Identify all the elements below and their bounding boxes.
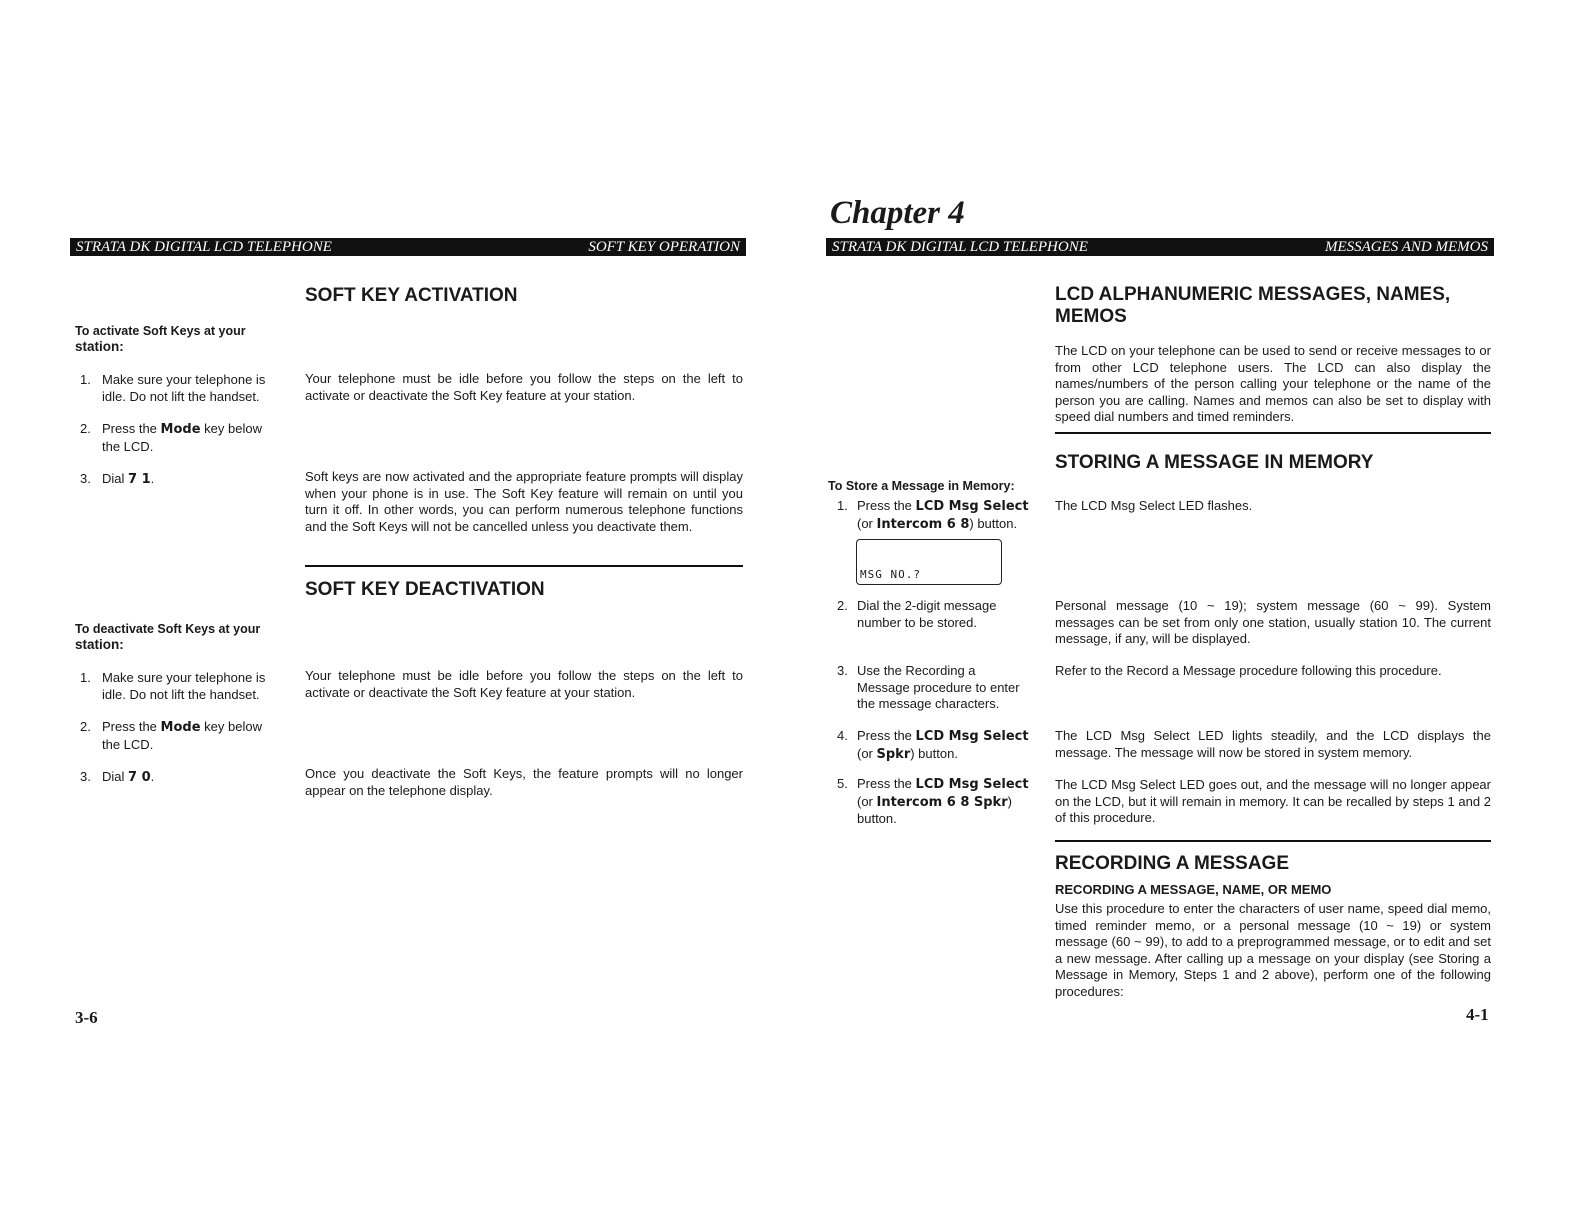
- lcd-msg-select-key: LCD Msg Select: [915, 499, 1029, 514]
- lcd-heading: LCD ALPHANUMERIC MESSAGES, NAMES, MEMOS: [1055, 284, 1451, 327]
- storing-heading: STORING A MESSAGE IN MEMORY: [1055, 452, 1374, 473]
- storing-label: To Store a Message in Memory:: [828, 479, 1015, 493]
- lcd-msg-select-key: LCD Msg Select: [915, 729, 1029, 744]
- recording-body: Use this procedure to enter the characters of user name, speed dial memo, timed reminder memo, or a personal message (10 ~ 19) or system message (60 ~ 99), to add to a preprogrammed message, or to edit and set a new message. After calling up a message on your display (see Storing a Message in Memory, Steps 1 and 2 above), perform one of the following procedures:: [1055, 901, 1491, 999]
- section-divider: [305, 565, 743, 567]
- spkr-key: Spkr: [876, 746, 911, 762]
- storing-desc-2: Personal message (10 ~ 19); system message (60 ~ 99). System messages can be set from only one station, usually station 10. The current message, if any, will be displayed.: [1055, 598, 1491, 646]
- left-header-title: STRATA DK DIGITAL LCD TELEPHONE: [76, 239, 332, 255]
- left-header-section: SOFT KEY OPERATION: [588, 239, 740, 255]
- deactivation-desc-1: Your telephone must be idle before you follow the steps on the left to activate or deactivate the Soft Key feature at your station.: [305, 668, 743, 700]
- lcd-msg-select-key: LCD Msg Select: [915, 777, 1029, 792]
- storing-desc-1: The LCD Msg Select LED flashes.: [1055, 498, 1253, 513]
- storing-desc-4: The LCD Msg Select LED lights steadily, and the LCD displays the message. The message will now be stored in system memory.: [1055, 728, 1491, 760]
- intercom-spkr-key: Intercom 6 8 Spkr: [876, 794, 1008, 810]
- deactivation-step-1: 1. Make sure your telephone is idle. Do not lift the handset.: [80, 670, 266, 702]
- right-header-bar: [826, 238, 1494, 256]
- storing-desc-3: Refer to the Record a Message procedure following this procedure.: [1055, 663, 1442, 678]
- deactivation-step-3: 3. Dial 7 0.: [80, 769, 155, 785]
- section-divider: [1055, 840, 1491, 842]
- right-page-number: 4-1: [1466, 1005, 1489, 1024]
- mode-key: Mode: [160, 422, 201, 437]
- dial-code: 7 1: [128, 472, 151, 487]
- recording-subheading: RECORDING A MESSAGE, NAME, OR MEMO: [1055, 882, 1332, 897]
- activation-step-3: 3. Dial 7 1.: [80, 471, 155, 487]
- recording-heading: RECORDING A MESSAGE: [1055, 853, 1290, 874]
- chapter-title: Chapter 4: [830, 195, 965, 231]
- deactivation-heading: SOFT KEY DEACTIVATION: [305, 579, 545, 600]
- storing-step-4: 4. Press the LCD Msg Select (or Spkr) button.: [837, 728, 1029, 762]
- deactivation-label: To deactivate Soft Keys at your station:: [75, 622, 261, 652]
- deactivation-desc-2: Once you deactivate the Soft Keys, the feature prompts will no longer appear on the telephone display.: [305, 766, 743, 798]
- activation-heading: SOFT KEY ACTIVATION: [305, 285, 518, 306]
- activation-label: To activate Soft Keys at your station:: [75, 324, 246, 354]
- storing-desc-5: The LCD Msg Select LED goes out, and the message will no longer appear on the LCD, but it will remain in memory. It can be recalled by steps 1 and 2 of this procedure.: [1055, 777, 1491, 825]
- activation-desc-1: Your telephone must be idle before you follow the steps on the left to activate or deactivate the Soft Key feature at your station.: [305, 371, 743, 403]
- deactivation-step-2: 2. Press the Mode key below the LCD.: [80, 719, 262, 752]
- intercom-key: Intercom 6 8: [876, 516, 970, 532]
- activation-desc-2: Soft keys are now activated and the appropriate feature prompts will display when your phone is in use. The Soft Key feature will remain on until you turn it off. In other words, you can perform numerous telephone functions and the Soft Keys will not be cancelled unless you deactivate them.: [305, 469, 743, 534]
- right-header-section: MESSAGES AND MEMOS: [1324, 239, 1488, 255]
- left-header-bar: [70, 238, 746, 256]
- section-divider: [1055, 432, 1491, 434]
- storing-step-2: 2. Dial the 2-digit message number to be stored.: [837, 598, 997, 630]
- storing-step-5: 5. Press the LCD Msg Select (or Intercom 6 8 Spkr) button.: [837, 776, 1029, 826]
- lcd-display: [856, 539, 1002, 585]
- left-page-number: 3-6: [75, 1008, 98, 1027]
- lcd-intro: The LCD on your telephone can be used to send or receive messages to or from other LCD telephone users. The LCD can also display the names/numbers of the person calling your telephone or the name of the person you are calling. Names and memos can also be set to display with speed dial numbers and timed reminders.: [1055, 343, 1491, 424]
- activation-step-1: 1. Make sure your telephone is idle. Do not lift the handset.: [80, 372, 266, 404]
- mode-key: Mode: [160, 720, 201, 735]
- dial-code: 7 0: [128, 770, 151, 785]
- activation-step-2: 2. Press the Mode key below the LCD.: [80, 421, 262, 454]
- lcd-display-text: MSG NO.?: [860, 568, 921, 581]
- storing-step-3: 3. Use the Recording a Message procedure to enter the message characters.: [837, 663, 1020, 711]
- right-header-title: STRATA DK DIGITAL LCD TELEPHONE: [832, 239, 1088, 255]
- storing-step-1: 1. Press the LCD Msg Select (or Intercom 6 8) button.: [837, 498, 1029, 532]
